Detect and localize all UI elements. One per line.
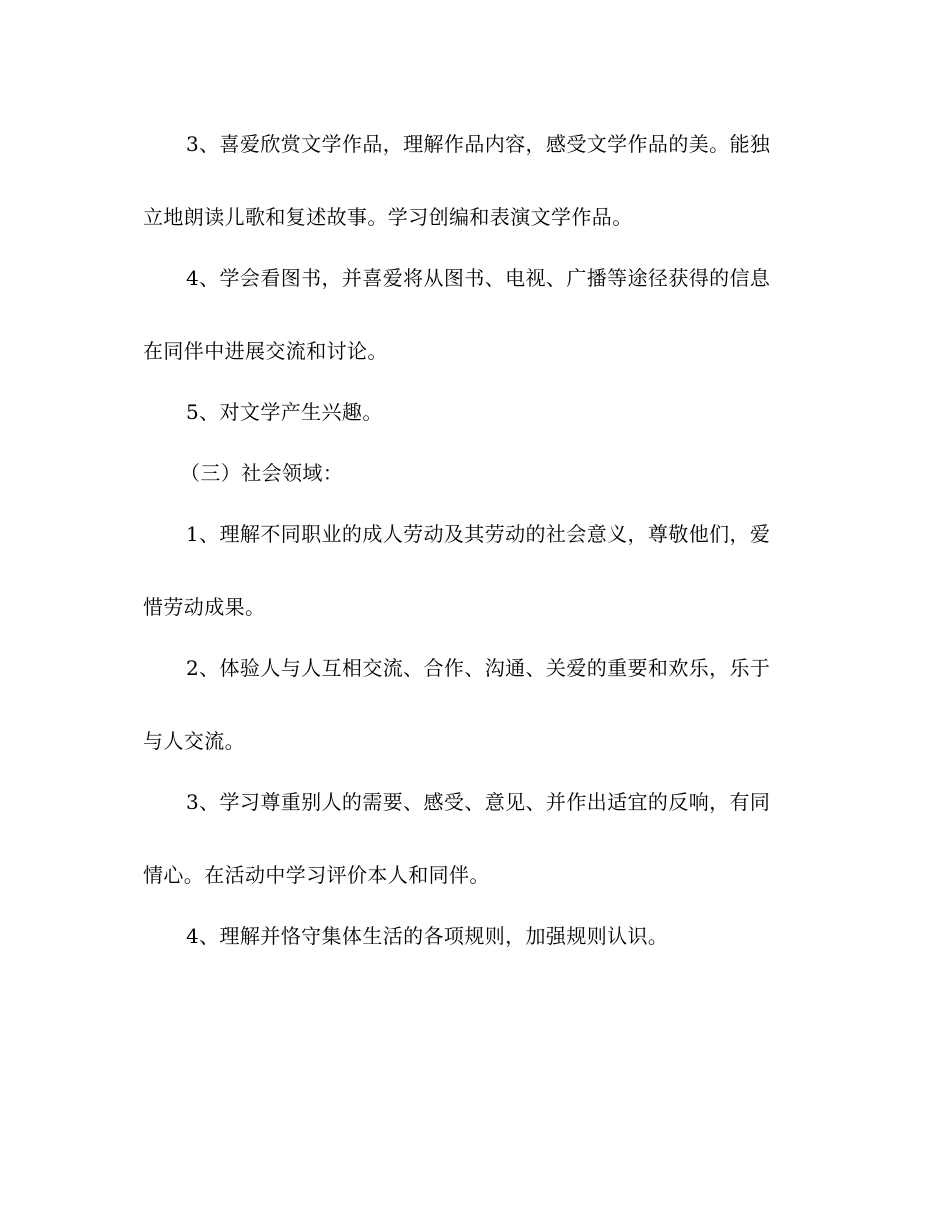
paragraph-5-interest: 5、对文学产生兴趣。 [186, 400, 383, 424]
section-heading-social: （三）社会领域： [180, 461, 344, 485]
social-item-2-line-2: 与人交流。 [143, 729, 245, 753]
social-item-3-line-1: 3、学习尊重别人的需要、感受、意见、并作出适宜的反响，有同 [186, 790, 771, 814]
social-item-3-line-2: 情心。在活动中学习评价本人和同伴。 [143, 863, 490, 887]
paragraph-3-literature-line-2: 立地朗读儿歌和复述故事。学习创编和表演文学作品。 [143, 205, 633, 229]
paragraph-4-books-line-2: 在同伴中进展交流和讨论。 [143, 339, 388, 363]
social-item-4: 4、理解并恪守集体生活的各项规则，加强规则认识。 [186, 924, 669, 948]
social-item-1-line-1: 1、理解不同职业的成人劳动及其劳动的社会意义，尊敬他们，爱 [186, 522, 771, 546]
paragraph-4-books-line-1: 4、学会看图书，并喜爱将从图书、电视、广播等途径获得的信息 [186, 266, 771, 290]
social-item-1-line-2: 惜劳动成果。 [143, 595, 266, 619]
paragraph-3-literature-line-1: 3、喜爱欣赏文学作品，理解作品内容，感受文学作品的美。能独 [186, 132, 771, 156]
social-item-2-line-1: 2、体验人与人互相交流、合作、沟通、关爱的重要和欢乐，乐于 [186, 656, 771, 680]
